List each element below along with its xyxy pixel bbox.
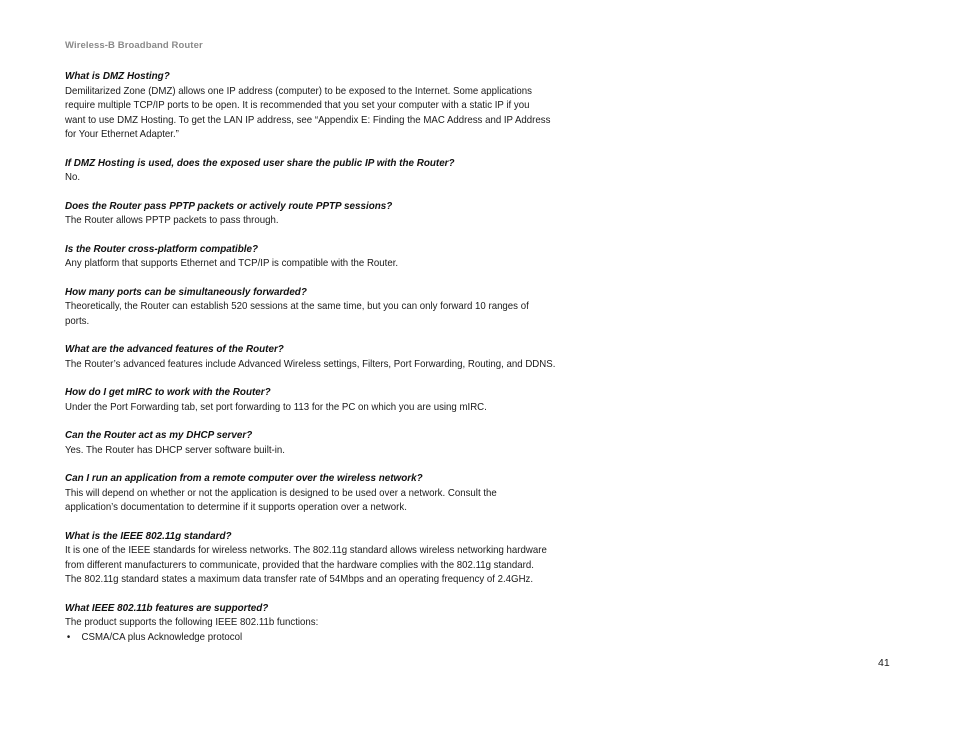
faq-item-dmz-hosting: [65, 69, 595, 142]
faq-question: What is the IEEE 802.11g standard?: [65, 529, 232, 542]
faq-question: What are the advanced features of the Router?: [65, 343, 284, 355]
faq-item-advanced-features: [65, 342, 595, 371]
answer-line: The Router’s advanced features include Advanced Wireless settings, Filters, Port Forwarding, Routing, and DDNS.: [65, 357, 556, 370]
faq-item-ports-forwarded: [65, 285, 595, 329]
answer-line: application’s documentation to determine if it supports operation over a network.: [65, 501, 407, 513]
answer-line: Theoretically, the Router can establish 520 sessions at the same time, but you can only forward 10 ranges of: [65, 300, 529, 312]
faq-item-ieee-80211g: [65, 529, 595, 587]
faq-item-remote-application: [65, 471, 595, 515]
faq-item-mirc: [65, 385, 595, 414]
faq-answer: [65, 213, 589, 228]
faq-question: Can I run an application from a remote computer over the wireless network?: [65, 472, 423, 484]
answer-line: The product supports the following IEEE 802.11b functions:: [65, 616, 319, 628]
answer-line: No.: [65, 171, 81, 183]
faq-answer: [65, 256, 589, 271]
faq-question: What IEEE 802.11b features are supported?: [65, 601, 269, 614]
faq-item-pptp: [65, 199, 595, 228]
answer-line: The 802.11g standard states a maximum data transfer rate of 54Mbps and an operating frequency of 2.4GHz.: [65, 573, 534, 585]
faq-question: If DMZ Hosting is used, does the exposed user share the public IP with the Router?: [65, 156, 455, 169]
answer-line: The Router allows PPTP packets to pass through.: [65, 214, 279, 226]
faq-item-ieee-80211b-features: [65, 601, 595, 645]
answer-line: want to use DMZ Hosting. To get the LAN IP address, see “Appendix E: Finding the MAC Address and IP Address: [65, 113, 551, 126]
faq-question: How many ports can be simultaneously forwarded?: [65, 285, 307, 298]
answer-line: ports.: [65, 314, 90, 327]
answer-line: require multiple TCP/IP ports to be open. It is recommended that you set your computer with a static IP if you: [65, 99, 530, 111]
answer-line: This will depend on whether or not the application is designed to be used over a network. Consult the: [65, 486, 497, 499]
faq-answer: [65, 400, 589, 415]
answer-line: Yes. The Router has DHCP server software built-in.: [65, 443, 285, 456]
faq-item-dhcp-server: [65, 428, 595, 457]
faq-answer: [65, 170, 589, 185]
answer-line: from different manufacturers to communicate, provided that the hardware complies with the 802.11g standard.: [65, 558, 534, 571]
answer-line: for Your Ethernet Adapter.”: [65, 128, 179, 140]
bullet-text: CSMA/CA plus Acknowledge protocol: [81, 630, 243, 643]
faq-question: How do I get mIRC to work with the Router?: [65, 386, 271, 398]
page-number: 41: [878, 657, 890, 669]
bullet-list: [65, 630, 595, 645]
answer-line: Under the Port Forwarding tab, set port forwarding to 113 for the PC on which you are using mIRC.: [65, 400, 487, 413]
faq-list: [65, 69, 595, 658]
answer-line: It is one of the IEEE standards for wireless networks. The 802.11g standard allows wireless networking hardware: [65, 544, 547, 556]
faq-answer: [65, 357, 589, 372]
faq-question: Does the Router pass PPTP packets or actively route PPTP sessions?: [65, 199, 393, 212]
faq-question: Is the Router cross-platform compatible?: [65, 242, 259, 255]
faq-answer: [65, 543, 589, 587]
faq-question: What is DMZ Hosting?: [65, 70, 170, 82]
running-header: Wireless-B Broadband Router: [65, 40, 203, 51]
bullet-glyph: •: [66, 630, 71, 643]
faq-item-dmz-public-ip: [65, 156, 595, 185]
answer-line: Any platform that supports Ethernet and TCP/IP is compatible with the Router.: [65, 257, 399, 269]
faq-item-cross-platform: [65, 242, 595, 271]
faq-question: Can the Router act as my DHCP server?: [65, 429, 253, 441]
faq-answer: [65, 299, 589, 328]
faq-answer: [65, 615, 589, 630]
faq-answer: [65, 486, 589, 515]
faq-answer: [65, 443, 589, 458]
answer-line: Demilitarized Zone (DMZ) allows one IP address (computer) to be exposed to the Internet. Some applications: [65, 84, 532, 97]
faq-answer: [65, 84, 589, 142]
bullet-item: [65, 630, 553, 645]
